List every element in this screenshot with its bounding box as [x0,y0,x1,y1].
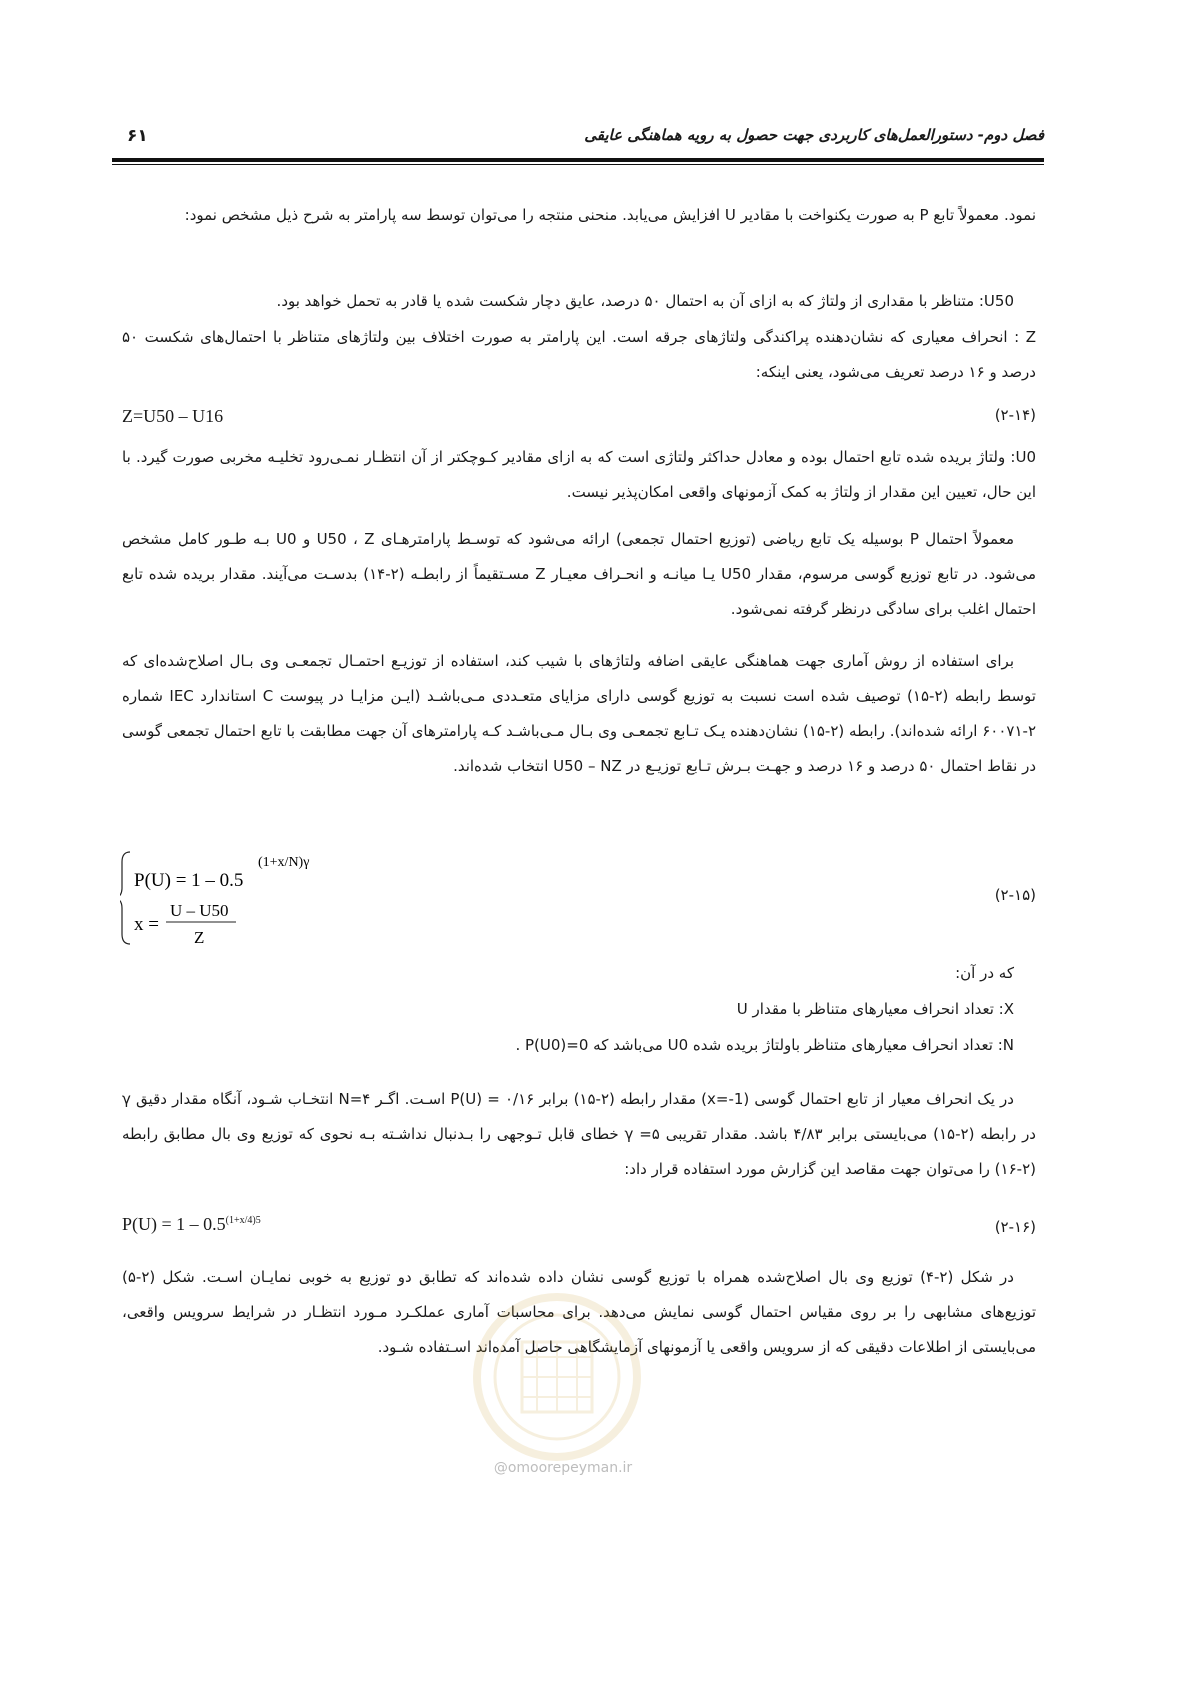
where-label: که در آن: [955,964,1014,982]
equation-16 [122,1208,1036,1248]
page-number: ۶۱ [127,126,148,146]
watermark-text: @omoorepeyman.ir [493,1460,633,1476]
paragraph-weibull: برای استفاده از روش آماری جهت هماهنگی عایقی اضافه ولتاژهای با شیب کند، استفاده از توزیـع احتمـال تجمعـی وی بـال اصلاح‌شده‌ای که توسط رابطه (۲-۱۵) توصیف شده است نسبت به توزیع گوسی دارای مزایای متعـددی مـی‌باشـد (ایـن مزایـا در پیوست C استاندارد IEC شماره ۲-۶۰۰۷۱ ارائه شده‌اند). رابطه (۲-۱۵) نشان‌دهنده یـک تـابع تجمعـی وی بـال مـی‌باشـد کـه پارامترهای آن جهت مطابقت با تابع احتمال تجمعی گوسی در نقاط احتمال ۵۰ درصد و ۱۶ درصد و جهـت بـرش تـابع توزیـع در U50 – NZ انتخاب شده‌اند. [122,652,1037,775]
definition-u0: U0: ولتاژ بریده شده تابع احتمال بوده و معادل حداکثر ولتاژی است که به ازای مقادیر کـوچکتر از آن انتظـار نمـی‌رود تخلیـه مخربی صورت گیرد. با این حال، تعیین این مقدار از ولتاژ به کمک آزمونهای واقعی امکان‌پذیر نیست. [122,448,1036,501]
equation-15 [120,848,1036,948]
paragraph-figures: در شکل (۲-۴) توزیع وی بال اصلاح‌شده همراه با توزیع گوسی نشان داده شده‌اند که تطابق دو توزیع به خوبی نمایـان اسـت. شکل (۲-۵) توزیع‌های مشابهی را بر روی مقیاس احتمال گوسی نمایش می‌دهد. برای محاسبات آماری عملکـرد مـورد انتظـار در شرایط سرویس واقعی، می‌بایستی از اطلاعات دقیقی که از سرویس واقعی یا آزمونهای آزمایشگاهی حاصل آمده‌اند اسـتفاده شـود. [122,1268,1036,1356]
running-header [112,126,1044,156]
equation-14 [122,404,1036,436]
equation-15-numerator: U – U50 [170,901,229,920]
equation-15-line1: P(U) = 1 – 0.5 [134,870,244,891]
paragraph-intro: نمود. معمولاً تابع P به صورت یکنواخت با مقادیر U افزایش می‌یابد. منحنی منتجه را می‌توان توسط سه پارامتر به شرح ذیل مشخص نمود: [184,206,1036,224]
equation-15-exponent: (1+x/N)γ [258,855,310,870]
equation-15-x-lhs: x = [134,914,159,935]
equation-15-figure [120,848,450,948]
definition-z: Z : انحراف معیاری که نشان‌دهنده پراکندگی ولتاژهای جرقه است. این پارامتر به صورت اختلاف بین ولتاژهای متناظر با احتمال‌های شکست ۵۰ درصد و ۱۶ درصد تعریف می‌شود، یعنی اینکه: [122,328,1036,381]
header-rule-thin [112,164,1044,165]
equation-16-number: (۲-۱۶) [994,1218,1036,1236]
definition-n: N: تعداد انحراف معیارهای متناظر باولتاژ بریده شده U0 می‌باشد که P(U0)=0 . [515,1036,1014,1054]
paragraph-gaussian: در یک انحراف معیار از تابع احتمال گوسی (x=-1) مقدار رابطه (۲-۱۵) برابر P(U) = ۰/۱۶ اسـت. اگـر N=۴ انتخـاب شـود، آنگاه مقدار دقیق γ در رابطه (۲-۱۵) می‌بایستی برابر ۴/۸۳ باشد. مقدار تقریبی γ =۵ خطای قابل تـوجهی را بـدنبال نداشـته بـه نحوی که توزیع وی بال مطابق رابطه (۲-۱۶) را می‌توان جهت مقاصد این گزارش مورد استفاده قرار داد: [122,1090,1036,1178]
equation-16-base: P(U) = 1 – 0.5 [122,1214,226,1234]
equation-16-expression [122,1214,261,1235]
definition-x: X: تعداد انحراف معیارهای متناظر با مقدار U [736,1000,1014,1018]
paragraph-probability: معمولاً احتمال P بوسیله یک تابع ریاضی (توزیع احتمال تجمعی) ارائه می‌شود که توسـط پارامترهـای U50 ، Z و U0 بـه طـور کامل مشخص می‌شود. در تابع توزیع گوسی مرسوم، مقدار U50 یـا میانـه و انحـراف معیـار Z مسـتقیماً از رابطـه (۲-۱۴) بدسـت می‌آیند. مقدار بریده شده تابع احتمال اغلب برای سادگی درنظر گرفته نمی‌شود. [122,530,1037,618]
watermark-logo [462,1282,652,1472]
equation-15-denominator: Z [194,928,205,947]
header-rule-thick [112,158,1044,162]
equation-14-expression: Z=U50 – U16 [122,406,224,426]
chapter-title: فصل دوم- دستورالعمل‌های کاربردی جهت حصول به رویه هماهنگی عایقی [584,126,1044,144]
equation-14-number: (۲-۱۴) [994,406,1036,424]
definition-u50: U50: متناظر با مقداری از ولتاژ که به ازای آن به احتمال ۵۰ درصد، عایق دچار شکست شده یا قادر به تحمل خواهد بود. [276,292,1014,310]
equation-15-number: (۲-۱۵) [994,886,1036,904]
equation-16-exponent: (1+x/4)5 [225,1215,261,1226]
